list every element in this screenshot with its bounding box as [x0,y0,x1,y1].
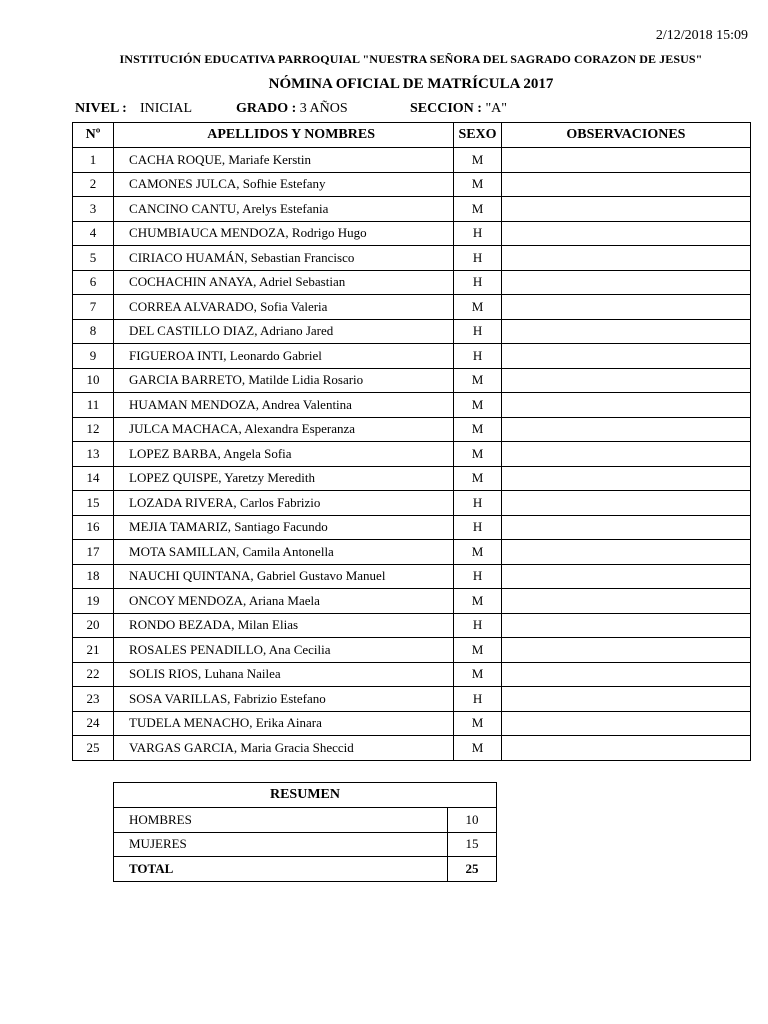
student-sex: H [454,491,502,516]
grado-field [236,101,348,117]
student-sex: M [454,736,502,761]
student-sex: M [454,540,502,565]
observation [501,564,750,589]
student-name: NAUCHI QUINTANA, Gabriel Gustavo Manuel [114,564,454,589]
row-number: 24 [73,711,114,736]
observation [501,368,750,393]
seccion-label: SECCION : [410,101,482,116]
student-name: CHUMBIAUCA MENDOZA, Rodrigo Hugo [114,221,454,246]
seccion-field [410,101,507,117]
observation [501,197,750,222]
row-number: 21 [73,638,114,663]
student-sex: H [454,221,502,246]
observation [501,295,750,320]
table-row [73,491,751,516]
table-row [73,687,751,712]
table-row [73,368,751,393]
row-number: 10 [73,368,114,393]
summary-total-value: 25 [448,857,497,882]
table-row [73,172,751,197]
student-sex: H [454,344,502,369]
observation [501,466,750,491]
institution-name: INSTITUCIÓN EDUCATIVA PARROQUIAL "NUESTRA SEÑORA DEL SAGRADO CORAZON DE JESUS" [119,52,703,66]
observation [501,148,750,173]
observation [501,515,750,540]
row-number: 2 [73,172,114,197]
row-number: 17 [73,540,114,565]
table-row [73,270,751,295]
table-row [73,466,751,491]
student-name: MEJIA TAMARIZ, Santiago Facundo [114,515,454,540]
row-number: 23 [73,687,114,712]
grado-value: 3 AÑOS [299,101,348,116]
summary-row [114,808,497,833]
student-sex: M [454,711,502,736]
row-number: 25 [73,736,114,761]
class-info [75,101,508,117]
student-name: CIRIACO HUAMÁN, Sebastian Francisco [114,246,454,271]
col-header-observations: OBSERVACIONES [501,123,750,148]
table-row [73,295,751,320]
print-timestamp: 2/12/2018 15:09 [655,28,748,43]
student-sex: H [454,246,502,271]
summary-row [114,832,497,857]
observation [501,613,750,638]
observation [501,221,750,246]
student-sex: H [454,319,502,344]
observation [501,687,750,712]
observation [501,540,750,565]
row-number: 15 [73,491,114,516]
student-sex: H [454,515,502,540]
observation [501,491,750,516]
student-sex: M [454,197,502,222]
col-header-number: Nº [73,123,114,148]
table-row [73,540,751,565]
table-row [73,589,751,614]
observation [501,589,750,614]
table-row [73,197,751,222]
student-sex: M [454,172,502,197]
summary-label-males: HOMBRES [114,808,448,833]
student-sex: M [454,295,502,320]
table-row [73,319,751,344]
summary-title: RESUMEN [114,783,497,808]
summary-total-label: TOTAL [114,857,448,882]
student-name: SOSA VARILLAS, Fabrizio Estefano [114,687,454,712]
student-name: CORREA ALVARADO, Sofia Valeria [114,295,454,320]
row-number: 8 [73,319,114,344]
observation [501,711,750,736]
row-number: 18 [73,564,114,589]
table-row [73,246,751,271]
student-sex: H [454,270,502,295]
table-row [73,148,751,173]
student-name: LOPEZ BARBA, Angela Sofia [114,442,454,467]
student-name: TUDELA MENACHO, Erika Ainara [114,711,454,736]
summary-total-row [114,857,497,882]
observation [501,442,750,467]
observation [501,638,750,663]
table-row [73,417,751,442]
student-sex: M [454,393,502,418]
summary-header-row [114,783,497,808]
summary-value-males: 10 [448,808,497,833]
summary-table [113,782,497,882]
student-name: LOPEZ QUISPE, Yaretzy Meredith [114,466,454,491]
table-row [73,221,751,246]
nivel-label: NIVEL : [75,101,127,116]
observation [501,319,750,344]
student-name: HUAMAN MENDOZA, Andrea Valentina [114,393,454,418]
observation [501,172,750,197]
document-title: NÓMINA OFICIAL DE MATRÍCULA 2017 [268,76,554,92]
observation [501,736,750,761]
row-number: 5 [73,246,114,271]
student-name: ROSALES PENADILLO, Ana Cecilia [114,638,454,663]
seccion-value: "A" [485,101,508,116]
student-sex: H [454,687,502,712]
table-row [73,442,751,467]
row-number: 11 [73,393,114,418]
student-name: ONCOY MENDOZA, Ariana Maela [114,589,454,614]
table-row [73,736,751,761]
observation [501,344,750,369]
student-sex: H [454,613,502,638]
grado-label: GRADO : [236,101,297,116]
table-row [73,344,751,369]
row-number: 1 [73,148,114,173]
student-name: MOTA SAMILLAN, Camila Antonella [114,540,454,565]
observation [501,417,750,442]
row-number: 3 [73,197,114,222]
observation [501,246,750,271]
student-sex: M [454,368,502,393]
student-name: SOLIS RIOS, Luhana Nailea [114,662,454,687]
student-name: DEL CASTILLO DIAZ, Adriano Jared [114,319,454,344]
student-name: FIGUEROA INTI, Leonardo Gabriel [114,344,454,369]
summary-value-females: 15 [448,832,497,857]
table-row [73,638,751,663]
row-number: 4 [73,221,114,246]
row-number: 9 [73,344,114,369]
table-row [73,613,751,638]
student-sex: H [454,564,502,589]
enrollment-table [72,122,751,761]
col-header-name: APELLIDOS Y NOMBRES [114,123,454,148]
student-name: COCHACHIN ANAYA, Adriel Sebastian [114,270,454,295]
student-name: RONDO BEZADA, Milan Elias [114,613,454,638]
table-row [73,711,751,736]
table-row [73,662,751,687]
student-name: CAMONES JULCA, Sofhie Estefany [114,172,454,197]
observation [501,662,750,687]
table-header-row [73,123,751,148]
student-sex: M [454,442,502,467]
row-number: 13 [73,442,114,467]
student-sex: M [454,589,502,614]
row-number: 19 [73,589,114,614]
row-number: 6 [73,270,114,295]
student-name: CACHA ROQUE, Mariafe Kerstin [114,148,454,173]
table-row [73,393,751,418]
student-name: LOZADA RIVERA, Carlos Fabrizio [114,491,454,516]
row-number: 20 [73,613,114,638]
student-sex: M [454,662,502,687]
row-number: 22 [73,662,114,687]
table-row [73,515,751,540]
student-name: JULCA MACHACA, Alexandra Esperanza [114,417,454,442]
table-row [73,564,751,589]
summary-label-females: MUJERES [114,832,448,857]
nivel-value: INICIAL [140,101,193,116]
student-name: CANCINO CANTU, Arelys Estefania [114,197,454,222]
row-number: 14 [73,466,114,491]
row-number: 7 [73,295,114,320]
student-sex: M [454,638,502,663]
student-sex: M [454,148,502,173]
student-sex: M [454,466,502,491]
student-name: VARGAS GARCIA, Maria Gracia Sheccid [114,736,454,761]
row-number: 16 [73,515,114,540]
col-header-sex: SEXO [454,123,502,148]
student-sex: M [454,417,502,442]
observation [501,393,750,418]
observation [501,270,750,295]
row-number: 12 [73,417,114,442]
student-name: GARCIA BARRETO, Matilde Lidia Rosario [114,368,454,393]
